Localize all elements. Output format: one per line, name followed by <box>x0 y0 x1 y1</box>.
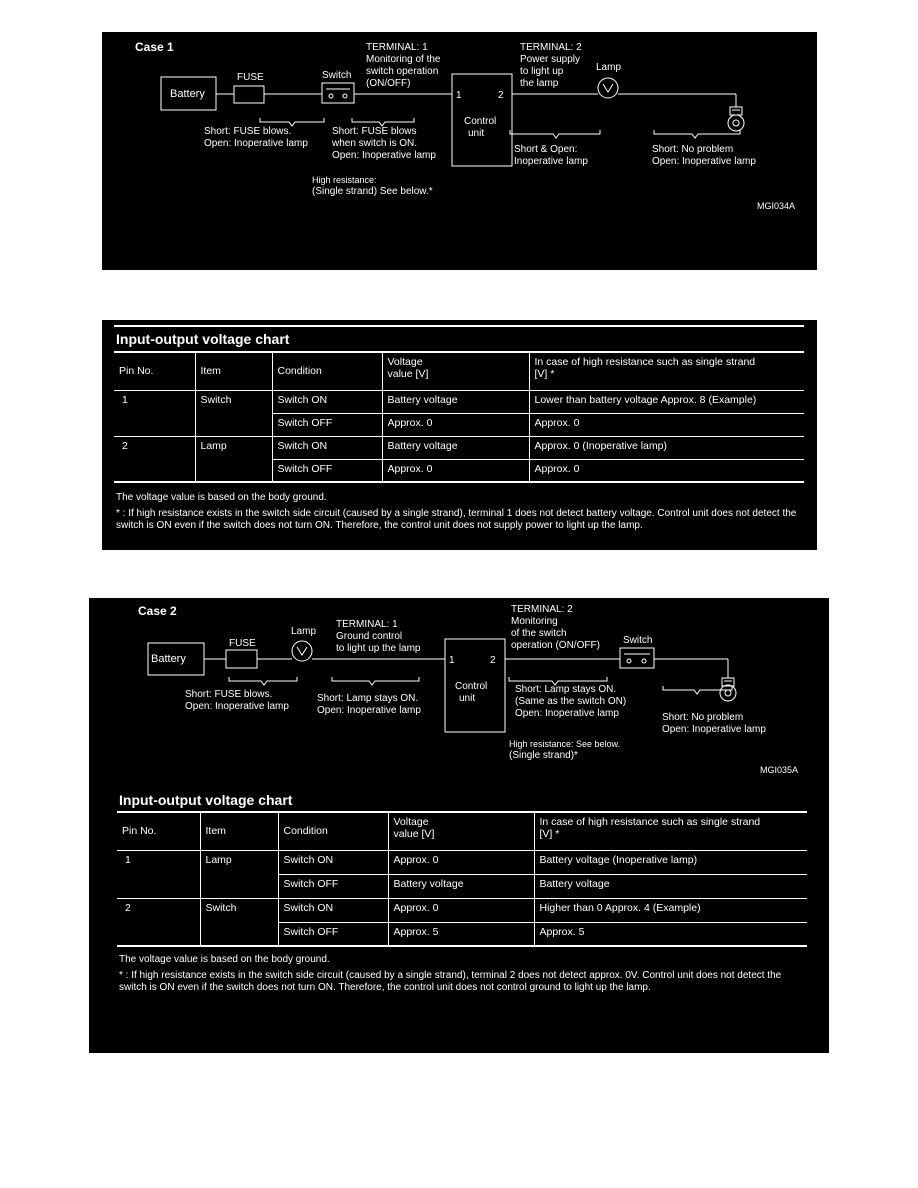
control-unit-label-l2: unit <box>468 128 485 139</box>
note-fuse-l1: Short: FUSE blows. <box>185 689 273 700</box>
case2-title: Case 2 <box>138 604 177 618</box>
note-switch-l2: when switch is ON. <box>332 138 418 149</box>
note-switch-l1: Short: FUSE blows <box>332 126 417 137</box>
note-lamp-l1: Short & Open: <box>514 144 578 155</box>
chart2-table <box>117 811 807 947</box>
note-ground-l2: Open: Inoperative lamp <box>662 724 766 735</box>
header-high-resistance <box>534 812 807 850</box>
cell-condition: Switch OFF <box>278 922 388 946</box>
lamp-label: Lamp <box>291 626 317 637</box>
fuse-label: FUSE <box>229 638 256 649</box>
chart1-note1: The voltage value is based on the body ground. <box>116 492 327 503</box>
fuse-label: FUSE <box>237 72 264 83</box>
cell-high-resistance: Approx. 0 (Inoperative lamp) <box>529 436 804 459</box>
terminal2-label-l4: operation (ON/OFF) <box>511 640 600 651</box>
note-switch-l3: Open: Inoperative lamp <box>332 150 436 161</box>
chart2-title: Input-output voltage chart <box>119 792 293 808</box>
cell-condition: Switch ON <box>278 898 388 922</box>
header-hr-l2: [V] * <box>534 368 555 380</box>
header-high-resistance <box>529 352 804 390</box>
cell-item: Lamp <box>195 436 272 482</box>
lamp-symbol <box>598 78 618 98</box>
cell-item: Switch <box>200 898 278 946</box>
note-fuse-l1: Short: FUSE blows. <box>204 126 292 137</box>
cell-voltage: Approx. 0 <box>388 898 534 922</box>
header-hr-l2: [V] * <box>539 828 560 840</box>
cell-voltage: Approx. 0 <box>382 413 529 436</box>
cell-pin: 1 <box>117 850 200 898</box>
note-lamp-l2: Inoperative lamp <box>514 156 588 167</box>
pin2-label: 2 <box>490 655 496 666</box>
terminal2-label-l1: TERMINAL: 2 <box>520 42 582 53</box>
header-item: Item <box>195 352 272 390</box>
chart2-note2: * : If high resistance exists in the switch side circuit (caused by a single strand), terminal 2 does not detect approx. 0V. Control unit does not detect the switch is ON even if the switch does not turn ON. Therefore, the control unit does not control ground to light up the lamp. <box>119 970 782 993</box>
header-voltage-l2: value [V] <box>387 368 429 380</box>
control-unit-label-l2: unit <box>459 693 476 704</box>
cell-condition: Switch ON <box>278 850 388 874</box>
note-lamp-l1: Short: Lamp stays ON. <box>317 693 419 704</box>
cell-voltage: Approx. 5 <box>388 922 534 946</box>
terminal1-label-l1: TERMINAL: 1 <box>336 619 398 630</box>
chart1-title: Input-output voltage chart <box>116 331 290 347</box>
terminal2-label-l4: the lamp <box>520 78 559 89</box>
case1-diagram <box>102 32 817 270</box>
cell-pin: 1 <box>114 390 195 436</box>
cell-voltage: Battery voltage <box>388 874 534 898</box>
high-resistance-l2: (Single strand) See below.* <box>312 186 433 197</box>
cell-condition: Switch OFF <box>272 413 382 436</box>
note-fuse-l2: Open: Inoperative lamp <box>185 701 289 712</box>
header-hr-l1: In case of high resistance such as single strand <box>534 356 756 368</box>
pin2-label: 2 <box>498 90 504 101</box>
header-pin: Pin No. <box>117 812 200 850</box>
chart2-note1: The voltage value is based on the body ground. <box>119 954 330 965</box>
control-unit-label-l1: Control <box>464 116 497 127</box>
table-row <box>114 390 804 413</box>
cell-condition: Switch OFF <box>278 874 388 898</box>
cell-high-resistance: Lower than battery voltage Approx. 8 (Example) <box>529 390 804 413</box>
cell-condition: Switch ON <box>272 436 382 459</box>
cell-condition: Switch OFF <box>272 459 382 482</box>
switch-box <box>322 83 354 103</box>
figure-code: MGI035A <box>760 765 799 775</box>
terminal1-label-l3: to light up the lamp <box>336 643 421 654</box>
figure-code: MGI034A <box>757 201 796 211</box>
header-condition: Condition <box>278 812 388 850</box>
chart1-panel <box>102 320 817 550</box>
cell-pin: 2 <box>117 898 200 946</box>
note-ground-l1: Short: No problem <box>662 712 744 723</box>
header-pin: Pin No. <box>114 352 195 390</box>
table-row <box>117 850 807 874</box>
cell-high-resistance: Battery voltage <box>534 874 807 898</box>
cell-high-resistance: Approx. 5 <box>534 922 807 946</box>
table-row <box>117 898 807 922</box>
terminal1-label-l1: TERMINAL: 1 <box>366 42 428 53</box>
note-switch-l3: Open: Inoperative lamp <box>515 708 619 719</box>
cell-voltage: Battery voltage <box>382 390 529 413</box>
header-voltage-l1: Voltage <box>393 816 429 828</box>
note-switch-l1: Short: Lamp stays ON. <box>515 684 617 695</box>
cell-voltage: Approx. 0 <box>382 459 529 482</box>
fuse-box <box>226 650 257 668</box>
terminal1-label-l4: (ON/OFF) <box>366 78 411 89</box>
battery-label: Battery <box>151 653 186 665</box>
note-switch-l2: (Same as the switch ON) <box>515 696 627 707</box>
chart1-table <box>114 351 804 483</box>
terminal2-label-l2: Monitoring <box>511 616 558 627</box>
note-lamp-l2: Open: Inoperative lamp <box>317 705 421 716</box>
control-unit-label-l1: Control <box>455 681 488 692</box>
high-resistance-l1: High resistance: See below. <box>509 739 621 749</box>
terminal2-label-l3: of the switch <box>511 628 567 639</box>
note-fuse-l2: Open: Inoperative lamp <box>204 138 308 149</box>
cell-high-resistance: Higher than 0 Approx. 4 (Example) <box>534 898 807 922</box>
cell-item: Lamp <box>200 850 278 898</box>
table-header-row <box>114 352 804 390</box>
switch-box <box>620 648 654 668</box>
header-item: Item <box>200 812 278 850</box>
pin1-label: 1 <box>456 90 462 101</box>
terminal2-label-l3: to light up <box>520 66 564 77</box>
cell-pin: 2 <box>114 436 195 482</box>
case2-panel <box>89 598 829 1053</box>
cell-voltage: Battery voltage <box>382 436 529 459</box>
note-ground-l2: Open: Inoperative lamp <box>652 156 756 167</box>
pin1-label: 1 <box>449 655 455 666</box>
terminal2-label-l2: Power supply <box>520 54 581 65</box>
lamp-label: Lamp <box>596 62 622 73</box>
header-voltage-l1: Voltage <box>387 356 423 368</box>
battery-label: Battery <box>170 88 205 100</box>
terminal2-label-l1: TERMINAL: 2 <box>511 604 573 615</box>
cell-voltage: Approx. 0 <box>388 850 534 874</box>
header-voltage <box>382 352 529 390</box>
switch-label: Switch <box>322 70 352 81</box>
switch-label: Switch <box>623 635 653 646</box>
table-row <box>114 436 804 459</box>
cell-item: Switch <box>195 390 272 436</box>
cell-high-resistance: Battery voltage (Inoperative lamp) <box>534 850 807 874</box>
cell-condition: Switch ON <box>272 390 382 413</box>
header-condition: Condition <box>272 352 382 390</box>
terminal1-label-l3: switch operation <box>366 66 439 77</box>
terminal1-label-l2: Monitoring of the <box>366 54 441 65</box>
case1-title: Case 1 <box>135 40 174 54</box>
table-header-row <box>117 812 807 850</box>
header-voltage <box>388 812 534 850</box>
chart1-note2: * : If high resistance exists in the switch side circuit (caused by a single strand), terminal 1 does not detect battery voltage. Control unit does not detect the switch is ON even if the switch does not turn ON. Therefore, the control unit does not supply power to light up the lamp. <box>116 508 797 531</box>
note-ground-l1: Short: No problem <box>652 144 734 155</box>
cell-high-resistance: Approx. 0 <box>529 459 804 482</box>
high-resistance-l2: (Single strand)* <box>509 750 578 761</box>
cell-high-resistance: Approx. 0 <box>529 413 804 436</box>
terminal1-label-l2: Ground control <box>336 631 403 642</box>
lamp-symbol <box>292 641 312 661</box>
header-hr-l1: In case of high resistance such as single strand <box>539 816 761 828</box>
fuse-box <box>234 86 264 103</box>
header-voltage-l2: value [V] <box>393 828 435 840</box>
high-resistance-l1: High resistance: <box>312 175 377 185</box>
